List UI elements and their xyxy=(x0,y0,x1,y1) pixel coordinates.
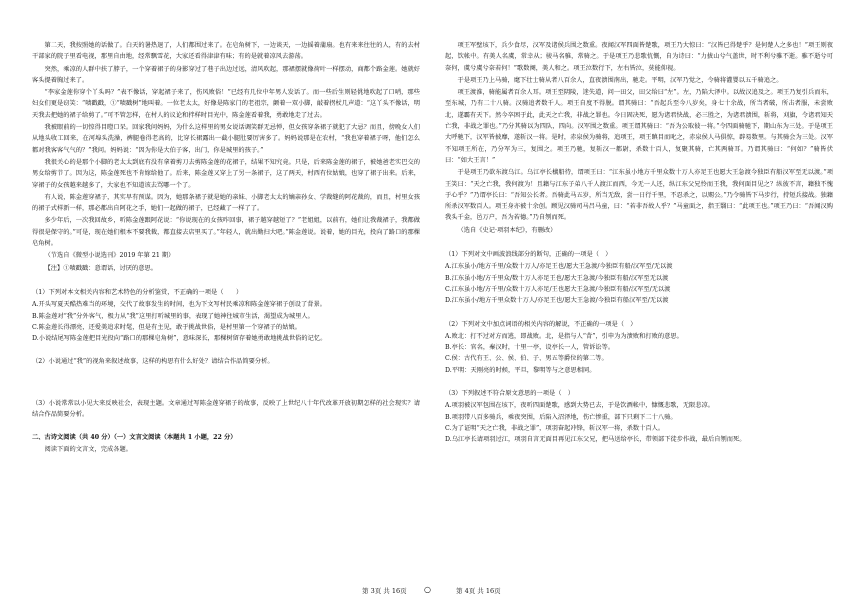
classical-question-3-option-d[interactable]: D.乌江亭长请项羽过江，项羽自言无面目再见江东父兄，把马送给亭长，带领部下徒步作战，最后自刎而死。 xyxy=(445,436,746,444)
story-note: 【注】①啧戳戳：意谓话，讨厌的意思。 xyxy=(44,264,157,272)
classical-question-1-option-d[interactable]: D.江东虽小/地方千里众数十万人/亦足王也/愿大王急渡/今独臣有船汉军至/无以渡 xyxy=(445,297,669,305)
binding-circle-icon: ○ xyxy=(424,585,431,594)
classical-paragraph: 项王渡淮，骑能属者百余人耳。项王至阴陵，迷失道，问一田父，田父绐曰“左”。左，乃陷大泽中。以故汉追及之。项王乃复引兵而东，至东城，乃有二十八骑。汉骑追者数千人。项王自度不得脱。谓其骑曰：“吾起兵至今八岁矣，身七十余战，所当者破，所击者服，未尝败北，遂霸有天下。然今卒困于此，此天之亡我，非战之罪也。今日固决死，愿为诸君快战，必三胜之，为诸君溃围，斩将，刈旗，令诸君知天亡我，非战之罪也。”乃分其骑以为四队，四向。汉军围之数重。项王谓其骑曰：“吾为公取彼一将。”令四面骑驰下，期山东为三处。于是项王大呼驰下，汉军皆披靡，遂斩汉一将。是时，赤泉侯为骑将，追项王，项王瞋目而叱之，赤泉侯人马俱惊，辟易数里。与其骑会为三处。汉军不知项王所在，乃分军为三，复围之。项王乃驰，复斩汉一都尉，杀数十百人，复聚其骑，亡其两骑耳。乃谓其骑曰：“何如？”骑皆伏曰：“如大王言！” xyxy=(445,89,833,164)
classical-question-2-option-d[interactable]: D.平明：天刚亮的时候，平旦，黎明等与之意思相同。 xyxy=(445,366,596,374)
question-1-option-c[interactable]: C.陈金莲长得漂亮，还爱美追求时髦，但是有主见，敢于挑战世俗，是村里第一个穿裙子的姑娘。 xyxy=(32,323,302,331)
story-source: （节选自《微型小说选刊》2019 年第 21 期） xyxy=(44,252,175,260)
question-1-option-a[interactable]: A.开头写夏天酷热难当的环境，交代了故事发生的时间，也为下文写村民乘凉和陈金莲穿裙子创设了背景。 xyxy=(32,301,326,309)
section-instruction: 阅读下面的文言文，完成各题。 xyxy=(44,445,132,453)
left-column xyxy=(32,40,420,456)
classical-question-2-option-c[interactable]: C.侯：古代有王、公、侯、伯、子、男五等爵位的第二等。 xyxy=(445,355,608,363)
classical-paragraph: 于是项王乃欲东渡乌江。乌江亭长檥船待，谓项王曰：“江东虽小地方千里众数十万人亦足王也愿大王急渡今独臣有船汉军至无以渡。”项王笑曰：“天之亡我，我何渡为！且籍与江东子弟八千人渡江而西，今无一人还，纵江东父兄怜而王我，我何面目见之？纵彼不言，籍独不愧于心乎？”乃谓亭长曰：“吾知公长者。吾骑此马五岁，所当无敌，尝一日行千里，不忍杀之，以赐公。”乃令骑皆下马步行，持短兵接战。独籍所杀汉军数百人。项王身亦被十余创。顾见汉骑司马吕马童，曰：“若非吾故人乎？”马童面之，指王翳曰：“此项王也。”项王乃曰：“吾闻汉购我头千金，邑万户，吾为若德。”乃自刎而死。 xyxy=(445,169,833,222)
question-1-option-d[interactable]: D.小说结尾写陈金莲把目光投向“路口的那棵皂角树”，意味深长，那棵树留存着她勇敢地挑战世俗的记忆。 xyxy=(32,335,327,343)
classical-question-3-option-b[interactable]: B.项羽带八百多骑兵，乘夜突围，后陷入沼泽地，伤亡惨重，部下只剩下二十八骑。 xyxy=(445,413,677,421)
left-page-number: 第 3页 共 16页 xyxy=(362,587,407,595)
story-paragraph: 突然，乘凉的人群中扶了脖子，一个穿着裙子的身影穿过了巷子出边过远，清风吹起，那裙摆就像荷叶一样摆动，商都个路金莲。她就好客头提着胸过来了。 xyxy=(32,65,420,84)
classical-question-3-option-a[interactable]: A.项羽被汉军包围在垓下，夜听四面楚歌，感到大势已去，于是饮酒帐中，慷慨悲歌，无限悲凉。 xyxy=(445,402,714,410)
classical-paragraph: 项王军壁垓下，兵少食尽，汉军及诸侯兵围之数重。夜闻汉军四面皆楚歌，项王乃大惊曰：“汉皆已得楚乎？是何楚人之多也！”项王则夜起，饮帐中。有美人名虞，常幸从；骏马名骓，常骑之。于是项王乃悲歌忼慨，自为诗曰：“力拔山兮气盖世，时不利兮骓不逝。骓不逝兮可奈何，虞兮虞兮奈若何！”歌数阕，美人和之。项王泣数行下，左右皆泣，莫能仰视。 xyxy=(445,42,833,72)
story-paragraph: 多少年后，一次我回故乡，听陈金莲跟阿花说：“你说现在的女孩咋回事，裙子越穿越短了？”老姐姐，以前有，她们让我裁裙子，我都做得很是保守的。”可是，现在她们根本不要我裁，都直接去店里买了。”年轻人，就出勤扫大吧。”陈金莲说。说着，她的目光，投向了路口的那棵皂角树。 xyxy=(32,217,420,248)
story-paragraph: 我被眼前的一切惊得目瞪口呆。回家我问妈妈，为什么这样里的男女说话调笑群无忌惮，但女孩穿条裙子就犯了大忌？而且，傍晚女人们从地头收工回来，在河埠头洗澡，裤腿卷得老高的，比穿长裙露出一截小腿肚要厉害多了。妈妈说那是在农村，“我也穿着裙子呀，他们怎么都对我客客气气的？”我问。妈妈说：“因为你是大伯子客，出门，你是城里的孩子。” xyxy=(32,124,420,154)
right-column xyxy=(445,40,833,446)
classical-question-1-stem: （1）下列对文中画波浪线部分的断句，正确的一项是（ ） xyxy=(445,251,612,259)
classical-question-2-option-b[interactable]: B.亭长：官名，秦汉时，十里一亭，设亭长一人，管诉讼等。 xyxy=(445,344,615,352)
classical-question-1-option-a[interactable]: A.江东虽小/地方千里/众数十万人/亦足王也/愿大王急渡/今独臣有船/汉军至/无以渡 xyxy=(445,263,673,271)
story-paragraph: 我很关心的是那个小脚的老太太到底有没有拿着剪刀去剪陈金莲的花裙子，结果不知究竟。只是，后来陈金莲的裙子，被她爸老实巴交的男女给剪节了。因为这，陈金莲死也不肯嫁给他了。后来，陈金莲又穿上了另一条裙子，这了两天，村西有位姑娘，也穿了裙子出来。后来，穿裙子的女孩越来越多了，大家也不知道该去骂哪一个了。 xyxy=(32,158,420,189)
section-heading: 二、古诗文阅读（共 40 分）（一）文言文阅读（本题共 1 小题，22 分） xyxy=(32,434,237,442)
story-paragraph: 第二天，我按照她的话做了。白天的暑热退了，人们都围过来了。在皂角树下，一边谈天，一边摇着蒲扇。也有来来往往的人，有的去村干部家的院子里看电视，那里自由地，经常飘雪花，大家还看得津津有味；有的是就着凉风去游荡。 xyxy=(32,42,420,61)
classical-question-1-option-b[interactable]: B.江东虽小地/方千里众/数十万人亦足王也/愿大王急渡/今独臣有船/汉军至无以渡 xyxy=(445,274,669,282)
question-3: （3）小说常常以小见大来反映社会，表现主题。文章通过写陈金莲穿裙子的故事，反映了上世纪八十年代改革开放初期怎样的社会现实？请结合作品简要分析。 xyxy=(32,399,420,419)
classical-question-3-stem: （3）下列叙述不符合原文意思的一项是（ ） xyxy=(445,390,574,398)
classical-question-1-option-c[interactable]: C.江东虽小地/方千里/众数十万人亦足/王也愿大王急渡/今独臣有船/汉军至/无以渡 xyxy=(445,285,671,293)
classical-source: （选自《史记·项羽本纪》，有删改） xyxy=(457,226,557,234)
classical-question-3-option-c[interactable]: C.为了证明“天之亡我，非战之罪”，项羽奋起冲锋，斩汉军一将，杀数十百人。 xyxy=(445,424,665,432)
story-paragraph: “李家金莲你穿个丫头吗？”表不像话，穿起裙子来了，伤风败俗！”已经有几位中年男人发话了。而一些后生则轻佻地吹起了口哨，那些妇女们更是窃笑：“啧戳戳，①“啧戳树”地叫着。一位老太太，好像是陈家门的老祖宗，颤着一双小脚，敲着拐杖几声道：“这丫头不像话，明天我去把她的裙子给剪了。”可不管怎样，在村人的议论和拌样时目光中，陈金莲看着我，勇敢地走了过去。 xyxy=(32,89,420,119)
question-2: （2）小说通过“我”的视角来叙述故事，这样的构思有什么好处？请结合作品简要分析。 xyxy=(32,358,274,366)
right-page-number: 第 4页 共 16页 xyxy=(456,587,501,595)
question-1-option-b[interactable]: B.陈金莲对“我”分外客气，极力从“我”这里打听城里的事，表现了她神往城市生活，渴望成为城里人。 xyxy=(32,312,314,320)
classical-question-2-stem: （2）下列对文中加点词语的相关内容的解说，不正确的一项是（ ） xyxy=(445,320,637,328)
classical-question-2-option-a[interactable]: A.败北：打不过对方而逃，即战败。北，是指与人“背”，引申为为溃败和打败的意思。 xyxy=(445,332,683,340)
story-paragraph: 有人说，陈金莲穿裙子，其实早有预谋。因为，她那条裙子就是她的亲妹、小脚老太太的嫡亲孙女、学裁缝的阿花裁的，而且，村里女孩的裙子式样新一样，那必都出自阿花之手，她们一起做的裙子，已经藏了一样了了。 xyxy=(32,193,420,213)
classical-paragraph: 于是项王乃上马骑，麾下壮士骑从者八百余人，直夜溃围南出，驰走。平明，汉军乃觉之，令骑将灌婴以五千骑追之。 xyxy=(457,76,783,84)
question-1-stem: （1）下列对本文相关内容和艺术特色的分析鉴赏，不正确的一项是（ ） xyxy=(32,288,243,296)
